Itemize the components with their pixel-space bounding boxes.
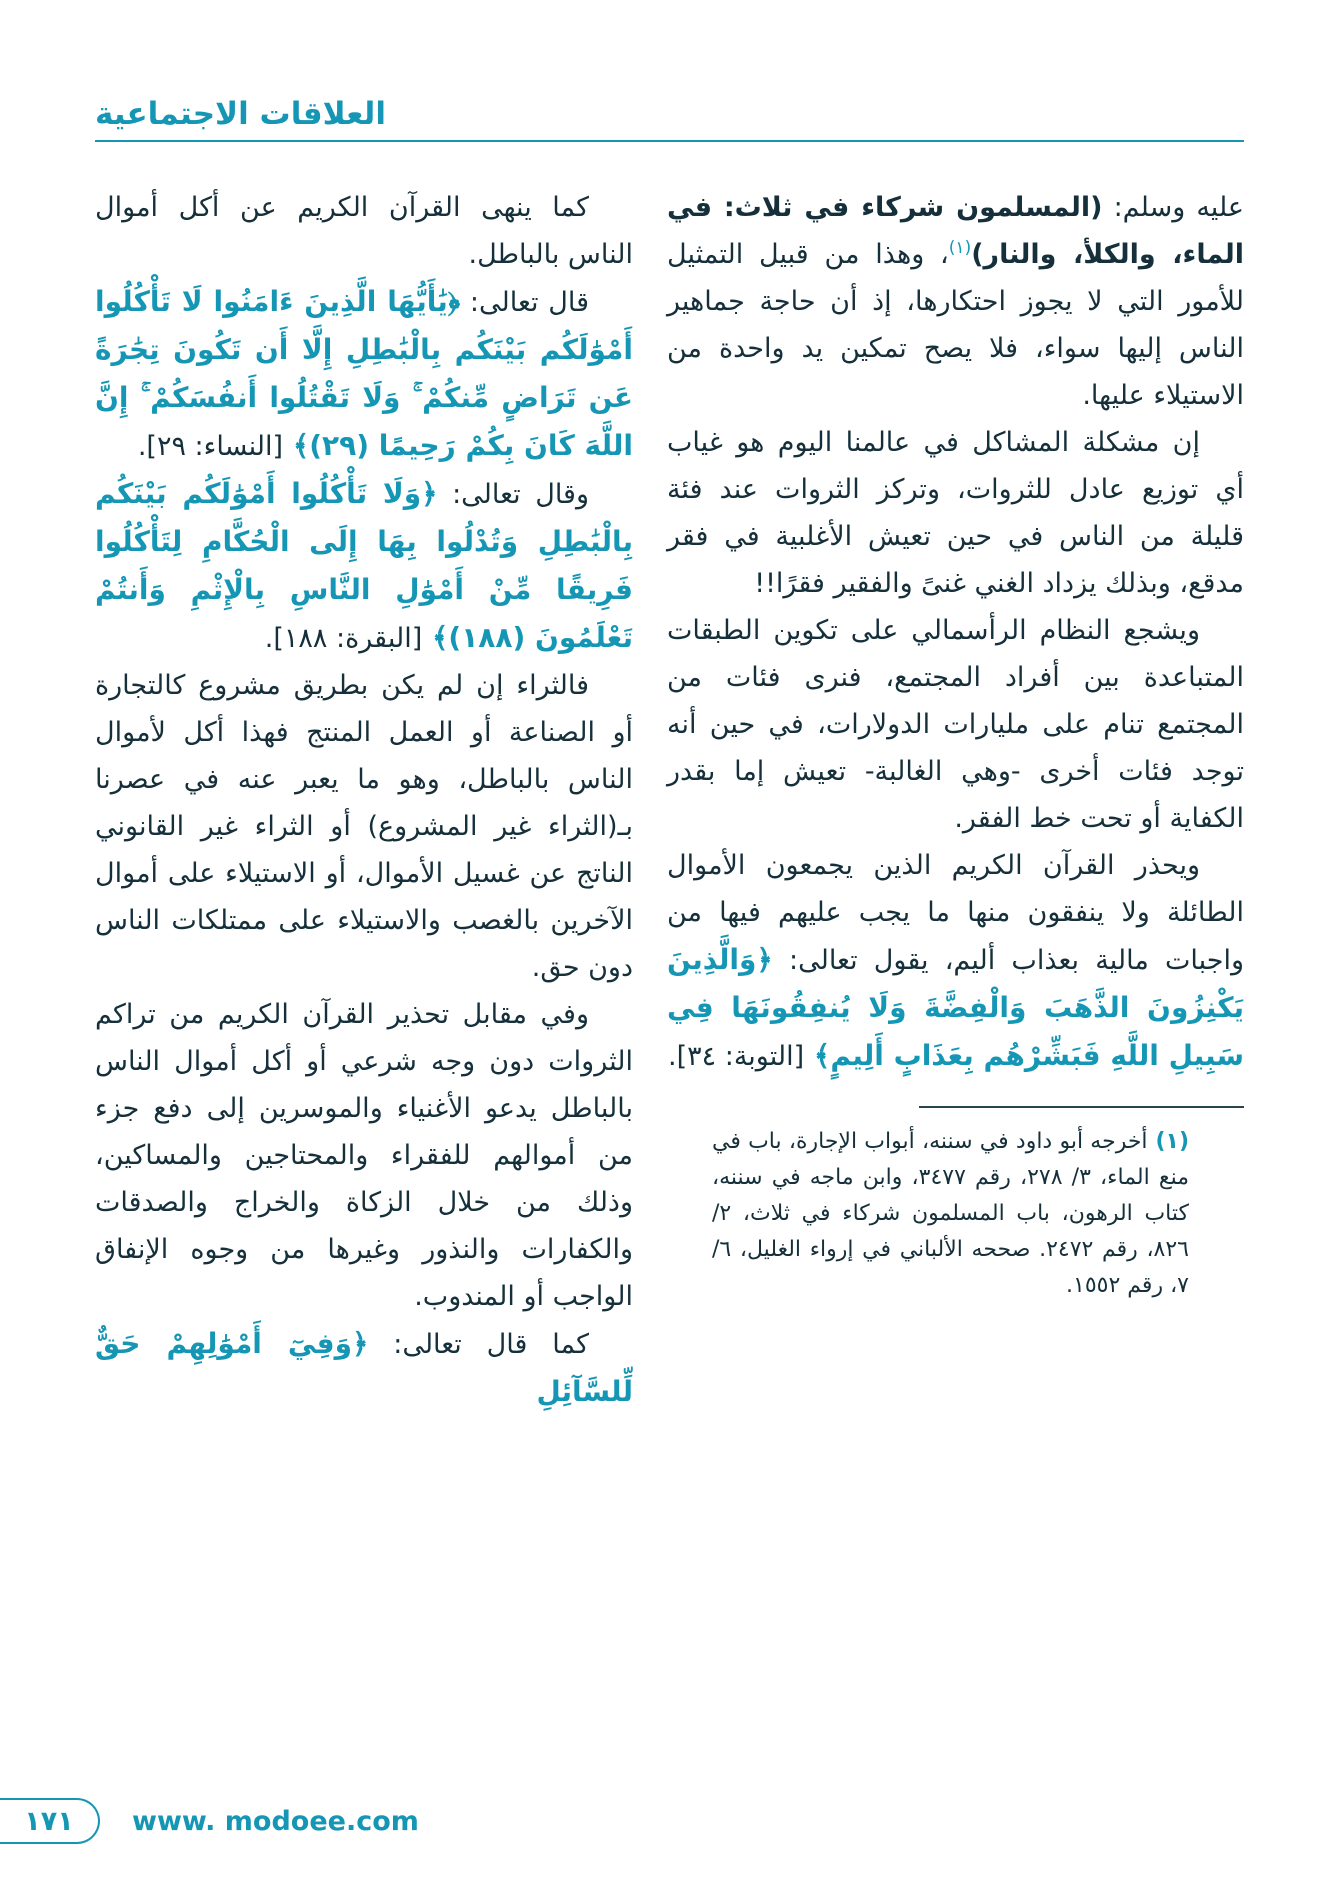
footnote-ref-marker[interactable]: (١) bbox=[948, 238, 972, 258]
quran-verse: ﴿وَفِيٓ أَمْوَٰلِهِمْ حَقٌّ لِّلسَّآئِلِ bbox=[95, 1327, 633, 1408]
verse-reference: [النساء: ٢٩]. bbox=[137, 431, 284, 462]
body-text: ويحذر القرآن الكريم الذين يجمعون الأموال الطائلة ولا ينفقون منها ما يجب عليهم فيها من واجبات مالية بعذاب أليم، يقول تعالى: bbox=[667, 850, 1244, 976]
paragraph: ويشجع النظام الرأسمالي على تكوين الطبقات المتباعدة بين أفراد المجتمع، فنرى فئات من المجتمع تنام على مليارات الدولارات، في حين أنه توجد فئات أخرى -وهي الغالبة- تعيش إما بقدر الكفاية أو تحت خط الفقر. bbox=[667, 615, 1244, 834]
body-text: عليه وسلم: bbox=[1102, 192, 1244, 223]
page-number: ١٧١ bbox=[24, 1805, 74, 1837]
website-link[interactable]: www. modoee.com bbox=[132, 1806, 419, 1837]
footnote-number: (١) bbox=[1147, 1129, 1190, 1154]
column-left bbox=[95, 184, 633, 1416]
page-header bbox=[95, 96, 1244, 142]
hadith-emphasis: (المسلمون شركاء في ثلاث: في الماء، والكلأ، والنار) bbox=[667, 192, 1244, 270]
paragraph-with-verse bbox=[95, 278, 633, 470]
paragraph-with-verse bbox=[95, 1320, 633, 1416]
footnote-text: أخرجه أبو داود في سننه، أبواب الإجارة، باب في منع الماء، ٣/ ٢٧٨، رقم ٣٤٧٧، وابن ماجه في سننه، كتاب الرهون، باب المسلمون شركاء في ثلاث، ٢/ ٨٢٦، رقم ٢٤٧٢. صححه الألباني في إرواء الغليل، ٦/ ٧، رقم ١٥٥٢. bbox=[712, 1129, 1190, 1298]
body-text: قال تعالى: bbox=[460, 287, 589, 318]
footnote bbox=[712, 1124, 1189, 1304]
verse-reference: [التوبة: ٣٤]. bbox=[668, 1041, 805, 1072]
paragraph: وفي مقابل تحذير القرآن الكريم من تراكم الثروات دون وجه شرعي أو أكل أموال الناس بالباطل يدعو الأغنياء والموسرين إلى دفع جزء من أموالهم للفقراء والمحتاجين والمساكين، وذلك من خلال الزكاة والخراج والصدقات والكفارات والنذور وغيرها من وجوه الإنفاق الواجب أو المندوب. bbox=[95, 999, 633, 1312]
paragraph-with-verse bbox=[667, 842, 1244, 1080]
quran-verse: ﴿يَٰأَيُّهَا الَّذِينَ ءَامَنُوا لَا تَأْكُلُوا أَمْوَٰلَكُم بَيْنَكُم بِالْبَٰطِلِ إِلَّا أَن تَكُونَ تِجَٰرَةً عَن تَرَاضٍ مِّنكُمْ ۚ وَلَا تَقْتُلُوا أَنفُسَكُمْ ۚ إِنَّ اللَّهَ كَانَ بِكُمْ رَحِيمًا (٢٩)﴾ bbox=[95, 285, 633, 462]
two-column-body bbox=[95, 184, 1244, 1416]
paragraph: إن مشكلة المشاكل في عالمنا اليوم هو غياب أي توزيع عادل للثروات، وتركز الثروات عند فئة قليلة من الناس في حين تعيش الأغلبية في فقر مدقع، وبذلك يزداد الغني غنىً والفقير فقرًا!! bbox=[667, 427, 1244, 599]
chapter-title: العلاقات الاجتماعية bbox=[95, 96, 386, 132]
quran-verse: ﴿وَلَا تَأْكُلُوا أَمْوَٰلَكُم بَيْنَكُم بِالْبَٰطِلِ وَتُدْلُوا بِهَا إِلَى الْحُكَّامِ لِتَأْكُلُوا فَرِيقًا مِّنْ أَمْوَٰلِ النَّاسِ بِالْإِثْمِ وَأَنتُمْ تَعْلَمُونَ (١٨٨)﴾ bbox=[95, 477, 633, 654]
paragraph: فالثراء إن لم يكن بطريق مشروع كالتجارة أو الصناعة أو العمل المنتج فهذا أكل لأموال الناس بالباطل، وهو ما يعبر عنه في عصرنا بـ(الثراء غير المشروع) أو الثراء غير القانوني الناتج عن غسيل الأموال، أو الاستيلاء على أموال الآخرين بالغصب والاستيلاء على ممتلكات الناس دون حق. bbox=[95, 670, 633, 983]
page-content bbox=[95, 0, 1244, 1416]
footnote-divider bbox=[919, 1106, 1244, 1108]
body-text: وقال تعالى: bbox=[437, 479, 589, 510]
body-text: كما قال تعالى: bbox=[368, 1329, 589, 1360]
page-number-badge bbox=[0, 1798, 100, 1844]
paragraph: كما ينهى القرآن الكريم عن أكل أموال الناس بالباطل. bbox=[95, 192, 633, 270]
header-divider bbox=[95, 140, 1244, 142]
paragraph-with-verse bbox=[95, 470, 633, 662]
body-text: ، وهذا من قبيل التمثيل للأمور التي لا يجوز احتكارها، إذ أن حاجة جماهير الناس إليها سواء، فلا يصح تمكين يد واحدة من الاستيلاء عليها. bbox=[667, 239, 1244, 411]
page-footer bbox=[0, 1796, 1339, 1848]
paragraph-hadith bbox=[667, 184, 1244, 419]
verse-reference: [البقرة: ١٨٨]. bbox=[264, 623, 423, 654]
column-right bbox=[667, 184, 1244, 1416]
quran-verse: ﴿وَالَّذِينَ يَكْنِزُونَ الذَّهَبَ وَالْفِضَّةَ وَلَا يُنفِقُونَهَا فِي سَبِيلِ اللَّهِ فَبَشِّرْهُم بِعَذَابٍ أَلِيمٍ﴾ bbox=[667, 943, 1244, 1072]
